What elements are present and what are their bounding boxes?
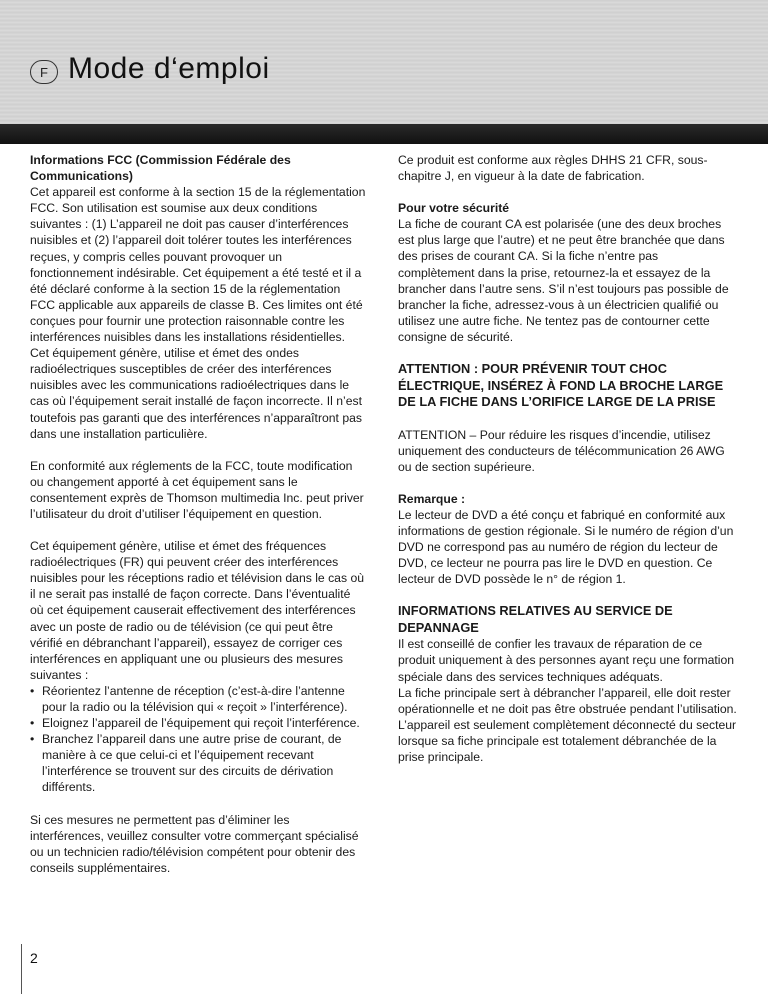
language-badge: F [30, 60, 58, 84]
service-heading: INFORMATIONS RELATIVES AU SERVICE DE DEPANNAGE [398, 603, 673, 635]
safety-heading: Pour votre sécurité [398, 201, 510, 216]
remark-body: Le lecteur de DVD a été conçu et fabriqué en conformité aux informations de gestion régionale. Si le numéro de région d’un DVD ne correspond pas au numéro de région du lecteur de DVD, ce lecteur ne pourra pas lire le DVD en question. Ce lecteur de DVD possède le n° de région 1. [398, 507, 734, 587]
page-title: Mode d‘emploi [68, 52, 270, 85]
interference-section [30, 538, 366, 796]
fcc-section [30, 152, 366, 442]
remark-section [398, 491, 738, 588]
safety-body: La fiche de courant CA est polarisée (une des deux broches est plus large que l’autre) et ne peut être branchée que dans des prises de courant CA. Si la fiche n’entre pas complètement dans la prise, retournez-la et essayez de la brancher dans l’autre sens. S’il n’est toujours pas possible de brancher la fiche, adressez-vous à un électricien qualifié ou utilisez une autre fiche. Ne tentez pas de contourner cette consigne de sécurité. [398, 217, 729, 344]
service-section [398, 603, 738, 765]
page-rule [21, 944, 22, 994]
list-item: • Branchez l’appareil dans une autre prise de courant, de manière à ce que celui-ci et l’équipement recevant l’interférence se trouvent sur des circuits de dérivation différents. [30, 731, 366, 795]
attention-fire: ATTENTION – Pour réduire les risques d’incendie, utilisez uniquement des conducteurs de télécommunication 26 AWG ou de section supérieure. [398, 427, 725, 474]
list-item: • Réorientez l’antenne de réception (c’est-à-dire l’antenne pour la radio ou la télévision qui « reçoit » l’interférence). [30, 683, 366, 715]
measures-list [30, 683, 366, 796]
remark-heading: Remarque : [398, 491, 466, 506]
dhhs-paragraph: Ce produit est conforme aux règles DHHS 21 CFR, sous-chapitre J, en vigueur à la date de fabrication. [398, 153, 708, 184]
right-column [398, 152, 738, 781]
list-item: • Eloignez l’appareil de l’équipement qui reçoit l’interférence. [30, 715, 366, 731]
page-number: 2 [30, 950, 38, 966]
attention-warning: ATTENTION : POUR PRÉVENIR TOUT CHOC ÉLECTRIQUE, INSÉREZ À FOND LA BROCHE LARGE DE LA FICHE DANS L’ORIFICE LARGE DE LA PRISE [398, 361, 724, 410]
interference-intro: Cet équipement génère, utilise et émet des fréquences radioélectriques (FR) qui peuvent créer des interférences nuisibles pour les réceptions radio et télévision dans le cas où il ne serait pas installé de façon correcte. Dans l’éventualité où cet équipement causerait effectivement des interférences avec un poste de radio ou de télévision (ce qui peut être vérifié en débranchant l’appareil), essayez de corriger ces interférences en appliquant une ou plusieurs des mesures suivantes : [30, 539, 364, 682]
service-body: Il est conseillé de confier les travaux de réparation de ce produit uniquement à des personnes ayant reçu une formation spéciale dans des services techniques adéquats. [398, 637, 735, 684]
safety-section [398, 200, 738, 345]
closing-paragraph: Si ces mesures ne permettent pas d’éliminer les interférences, veuillez consulter votre commerçant spécialisé ou un technicien radio/télévision compétent pour obtenir des conseils supplémentaires. [30, 812, 359, 875]
fcc-heading: Informations FCC (Commission Fédérale des Communications) [30, 153, 291, 184]
fcc-body: Cet appareil est conforme à la section 15 de la réglementation FCC. Son utilisation est soumise aux deux conditions suivantes : (1) L’appareil ne doit pas causer d’interférences nuisibles et (2) l’appareil doit tolérer toutes les interférences reçues, y compris celles pouvant provoquer un fonctionnement indésirable. Cet équipement a été testé et il a été déclaré conforme à la section 15 de la réglementation FCC applicable aux appareils de classe B. Ces limites ont été conçues pour fournir une protection raisonnable contre les interférences nuisibles dans les installations résidentielles. Cet équipement génère, utilise et émet des ondes radioélectriques susceptibles de créer des interférences nuisibles avec les communications radioélectriques dans le cas où l’équipement serait installé de façon incorrecte. Il n’est toutefois pas garanti que des interférences n’apparaîtront pas dans une installation particulière. [30, 185, 366, 441]
header-bar [0, 124, 768, 144]
left-column [30, 152, 366, 892]
fcc-modification: En conformité aux réglements de la FCC, toute modification ou changement apporté à cet équipement sans le consentement exprès de Thomson multimedia Inc. peut priver l’utilisateur du droit d’utiliser l’équipement en question. [30, 458, 364, 521]
plug-body: La fiche principale sert à débrancher l’appareil, elle doit rester opérationnelle et ne doit pas être obstruée pendant l’utilisation. L’appareil est seulement complètement déconnecté du secteur lorsque sa fiche principale est totalement débranchée de la prise principale. [398, 685, 737, 765]
